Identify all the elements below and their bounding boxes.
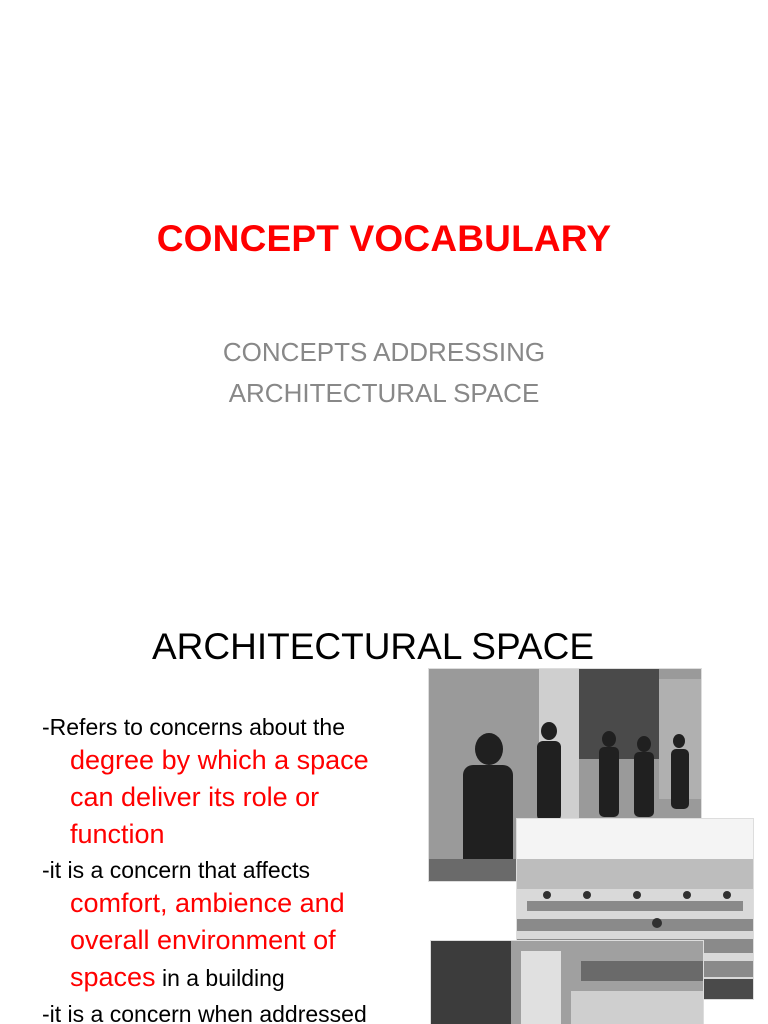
- bullet-lead: -it is a concern that affects: [42, 857, 311, 883]
- bullet-emphasis: [42, 742, 422, 853]
- subtitle-line: CONCEPTS ADDRESSING: [222, 337, 546, 367]
- subtitle-line: ARCHITECTURAL SPACE: [228, 378, 540, 408]
- slide-title: CONCEPT VOCABULARY: [156, 218, 612, 259]
- emphasis-line: comfort, ambience and: [70, 888, 345, 918]
- bullet-emphasis: [42, 885, 422, 997]
- emphasis-tail: in a building: [155, 965, 285, 991]
- bullet-item: [42, 999, 422, 1024]
- slide-body: [42, 712, 422, 1024]
- bullet-item: [42, 712, 422, 853]
- content-slide: [0, 576, 768, 1024]
- bullet-item: [42, 855, 422, 997]
- bullet-lead: -Refers to concerns about the: [42, 714, 345, 740]
- emphasis-line: degree by which a space: [70, 745, 369, 775]
- slide-subtitle: [0, 332, 768, 414]
- slide-title: ARCHITECTURAL SPACE: [151, 626, 594, 667]
- bullet-lead: -it is a concern when addressed: [42, 1001, 367, 1024]
- emphasis-line: function: [70, 819, 165, 849]
- photo-mall-interior: [430, 940, 704, 1024]
- emphasis-line: overall environment of: [70, 925, 336, 955]
- emphasis-line: spaces: [70, 962, 156, 992]
- emphasis-line: can deliver its role or: [70, 782, 320, 812]
